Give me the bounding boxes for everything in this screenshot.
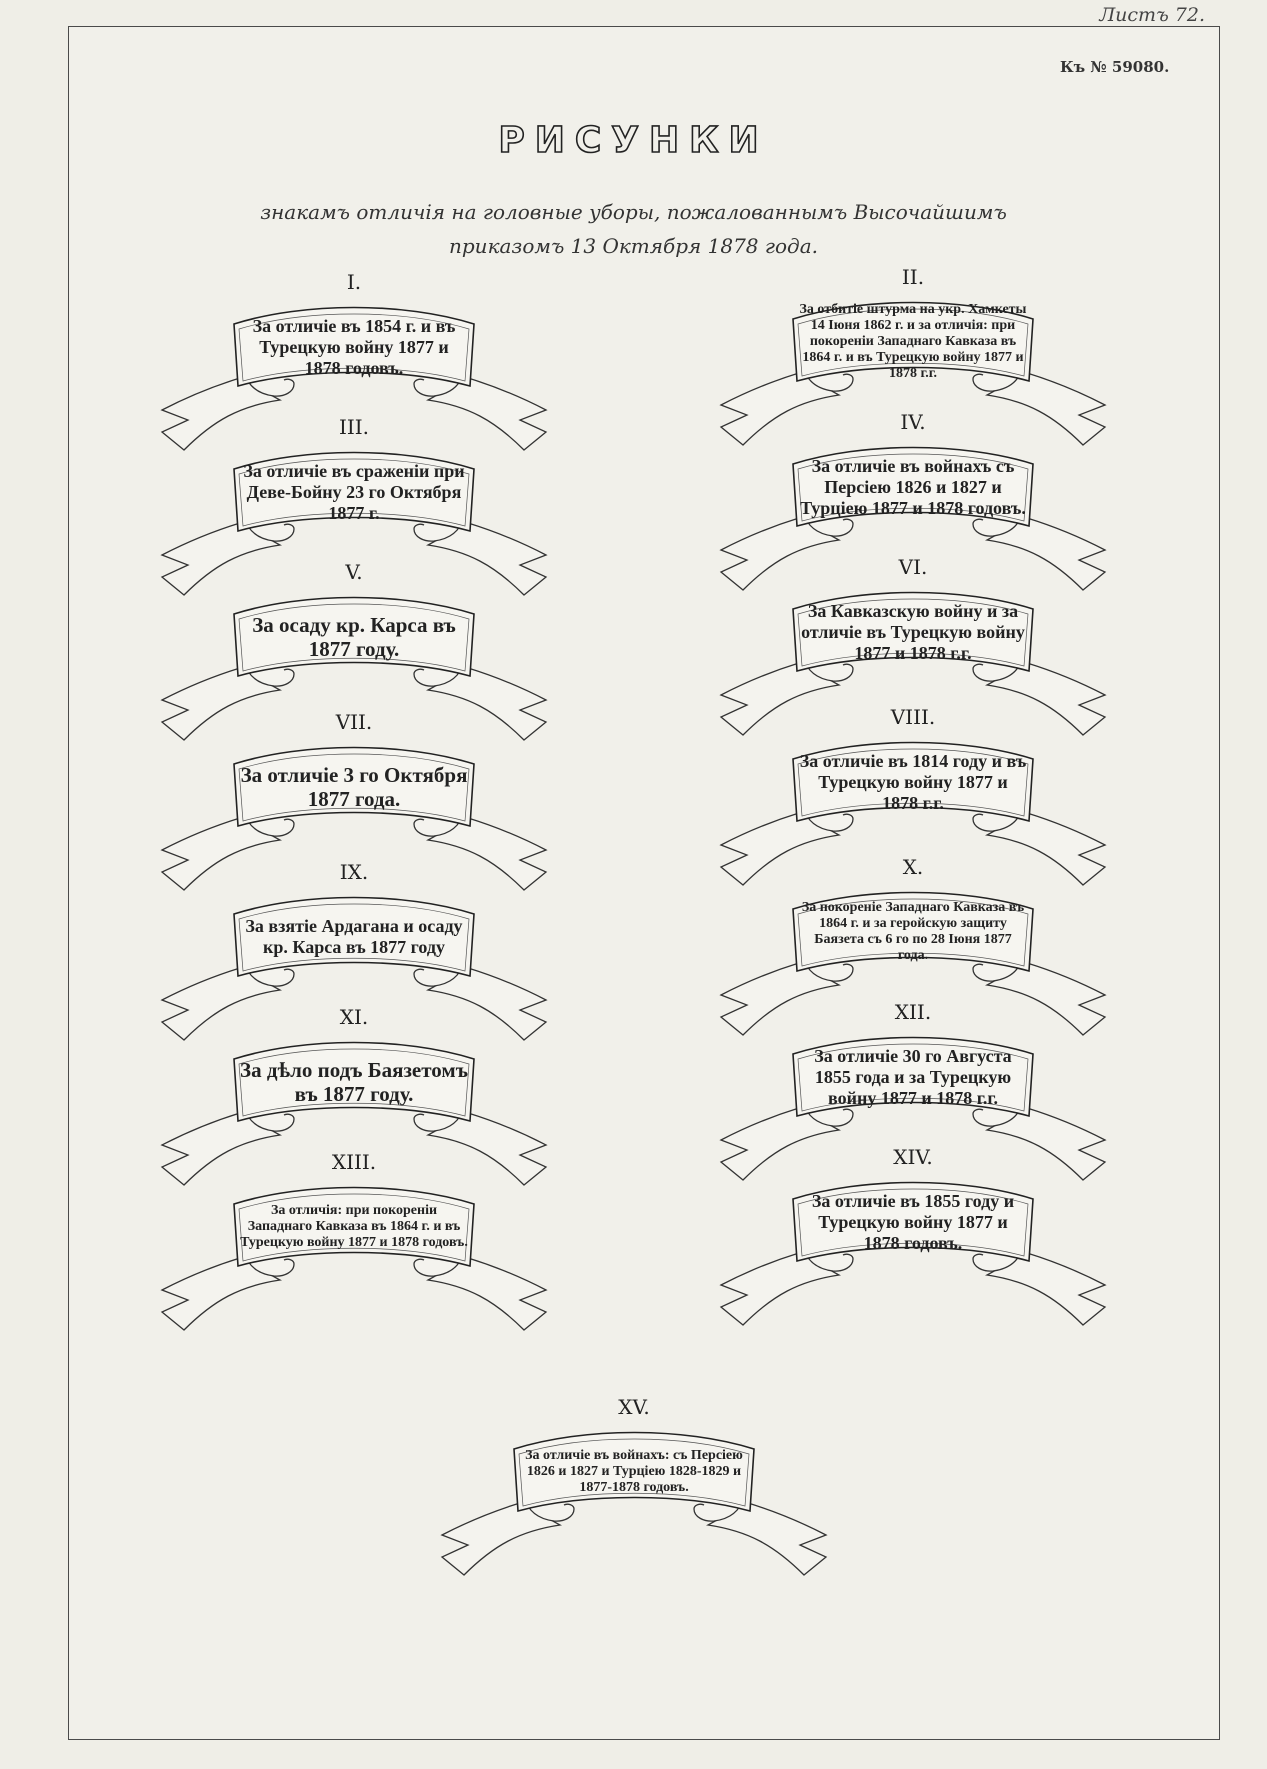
ribbon-numeral: I. — [346, 270, 362, 294]
ribbon-motto: За покореніе Западнаго Кавказа въ 1864 г. и за геройскую защиту Баязета съ 6 го по 28 Іюня 1877 года. — [801, 900, 1025, 963]
ribbon-motto: За Кавказскую войну и за отличіе въ Турецкую войну 1877 и 1878 г.г. — [801, 600, 1025, 663]
ribbon-numeral: IV. — [900, 410, 926, 434]
subtitle-line-1: знакамъ отличія на головные уборы, пожалованнымъ Высочайшимъ — [260, 200, 1007, 224]
ribbon-15 — [414, 1395, 854, 1585]
reference-number: Къ № 59080. — [1060, 58, 1170, 76]
page-title: РИСУНКИ — [498, 120, 769, 161]
ribbon-motto: За осаду кр. Карса въ 1877 году. — [252, 613, 456, 661]
ribbon-14 — [703, 1145, 1123, 1335]
ribbon-numeral: II. — [901, 265, 925, 289]
ribbon-motto: За отличіе въ войнахъ съ Персіею 1826 и 1827 и Турціею 1877 и 1878 годовъ. — [800, 455, 1026, 518]
ribbon-13 — [144, 1150, 564, 1340]
sheet-label: Листъ 72. — [1099, 4, 1205, 26]
ribbon-motto: За отличіе въ 1814 году и въ Турецкую войну 1877 и 1878 г.г. — [799, 750, 1027, 813]
ribbon-motto: За отличіе 30 го Августа 1855 года и за Турецкую войну 1877 и 1878 г.г. — [814, 1045, 1012, 1108]
ribbon-numeral: VI. — [898, 555, 928, 579]
ribbon-numeral: XII. — [894, 1000, 932, 1024]
ribbon-motto: За отличіе въ 1855 году и Турецкую войну 1877 и 1878 годовъ. — [811, 1190, 1015, 1253]
ribbon-numeral: XIV. — [893, 1145, 933, 1169]
subtitle-line-2: приказомъ 13 Октября 1878 года. — [449, 234, 818, 258]
ribbon-numeral: XV. — [618, 1395, 650, 1419]
ribbon-motto: За отличіе въ 1854 г. и въ Турецкую войну 1877 и 1878 годовъ. — [252, 315, 456, 378]
ribbon-motto: За взятіе Ардагана и осаду кр. Карса въ 1877 году — [245, 916, 463, 957]
ribbon-numeral: III. — [338, 415, 370, 439]
ribbon-numeral: XI. — [339, 1005, 369, 1029]
ribbon-numeral: V. — [345, 560, 363, 584]
ribbon-motto: За отличіе въ войнахъ: съ Персіею 1826 и 1827 и Турціею 1828-1829 и 1877-1878 годовъ. — [525, 1448, 743, 1495]
ribbon-numeral: XIII. — [331, 1150, 377, 1174]
ribbon-motto: За отличіе 3 го Октября 1877 года. — [240, 763, 468, 811]
ribbon-motto: За отличія: при покореніи Западнаго Кавказа въ 1864 г. и въ Турецкую войну 1877 и 1878 годовъ. — [240, 1203, 468, 1250]
ribbon-motto: За отбитіе штурма на укр. Хамкеты 14 Іюня 1862 г. и за отличія: при покореніи Западнаго Кавказа въ 1864 г. и въ Турецкую войну 1877 и 1878 г.г. — [799, 302, 1027, 381]
ribbon-numeral: IX. — [339, 860, 369, 884]
ribbon-numeral: VIII. — [890, 705, 936, 729]
ribbon-motto: За отличіе въ сраженіи при Деве-Бойну 23 го Октября 1877 г. — [243, 460, 465, 523]
ribbon-numeral: X. — [902, 855, 924, 879]
ribbon-numeral: VII. — [335, 710, 373, 734]
ribbon-motto: За дѣло подъ Баязетомъ въ 1877 году. — [240, 1058, 468, 1106]
